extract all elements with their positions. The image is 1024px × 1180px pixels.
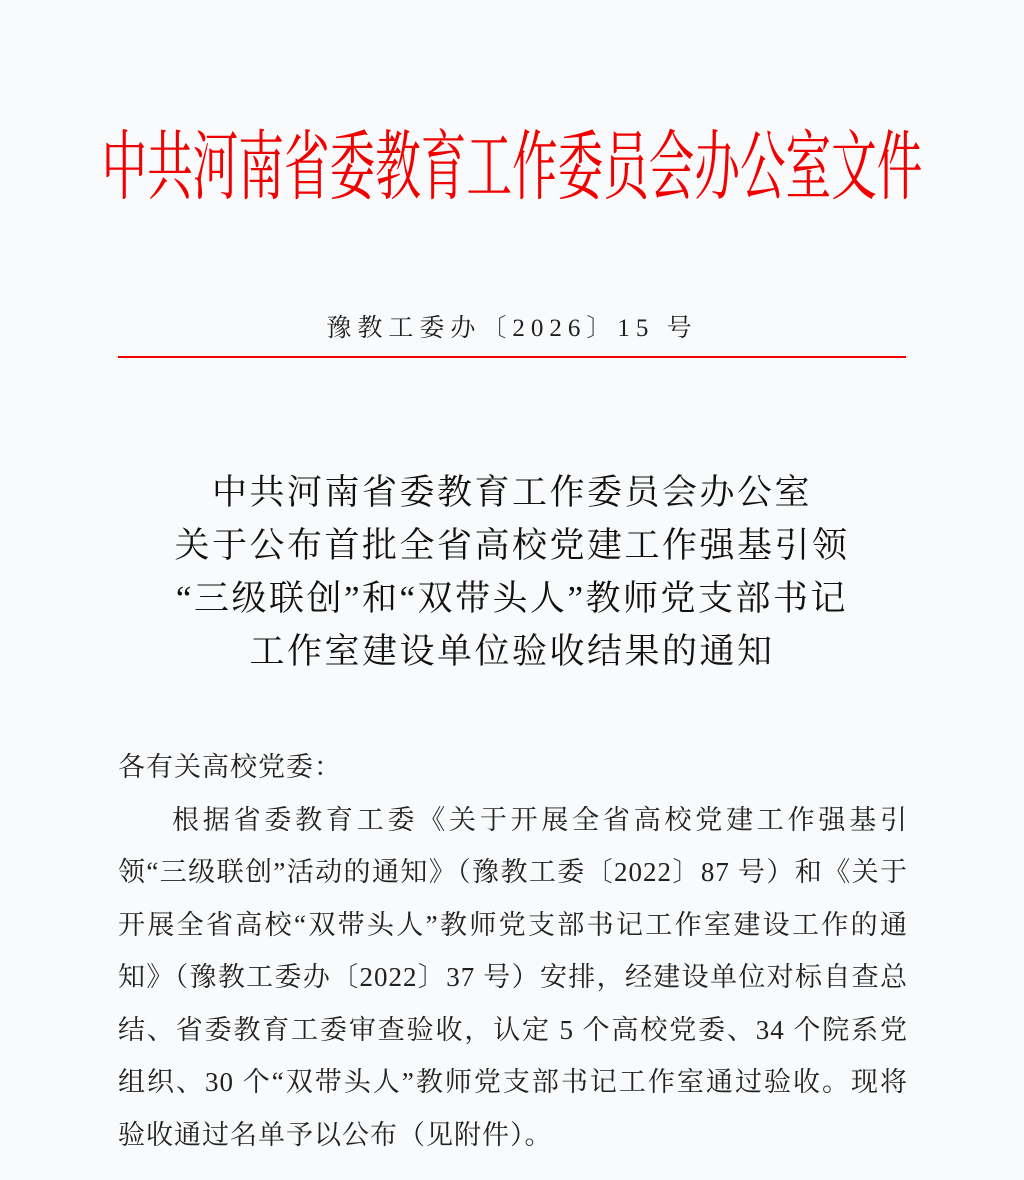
document-title bbox=[0, 466, 1024, 678]
document-number: 豫教工委办〔2026〕15 号 bbox=[326, 315, 698, 342]
document-header-title: 中共河南省委教育工作委员会办公室文件 bbox=[101, 126, 923, 210]
red-divider-line bbox=[118, 356, 906, 358]
document-title-line: 工作室建设单位验收结果的通知 bbox=[249, 632, 775, 671]
document-body bbox=[118, 741, 908, 1161]
document-title-line: 关于公布首批全省高校党建工作强基引领 bbox=[174, 526, 850, 565]
document-title-line: “三级联创”和“双带头人”教师党支部书记 bbox=[175, 579, 849, 618]
body-paragraph: 根据省委教育工委《关于开展全省高校党建工作强基引领“三级联创”活动的通知》（豫教工委〔2022〕87 号）和《关于开展全省高校“双带头人”教师党支部书记工作室建设工作的通知》（豫教工委办〔2022〕37 号）安排，经建设单位对标自查总结、省委教育工委审查验收，认定 5 个高校党委、34 个院系党组织、30 个“双带头人”教师党支部书记工作室通过验收。现将验收通过名单予以公布（见附件）。 bbox=[118, 804, 908, 1150]
document-title-line: 中共河南省委教育工作委员会办公室 bbox=[211, 473, 812, 512]
salutation: 各有关高校党委： bbox=[118, 752, 342, 782]
